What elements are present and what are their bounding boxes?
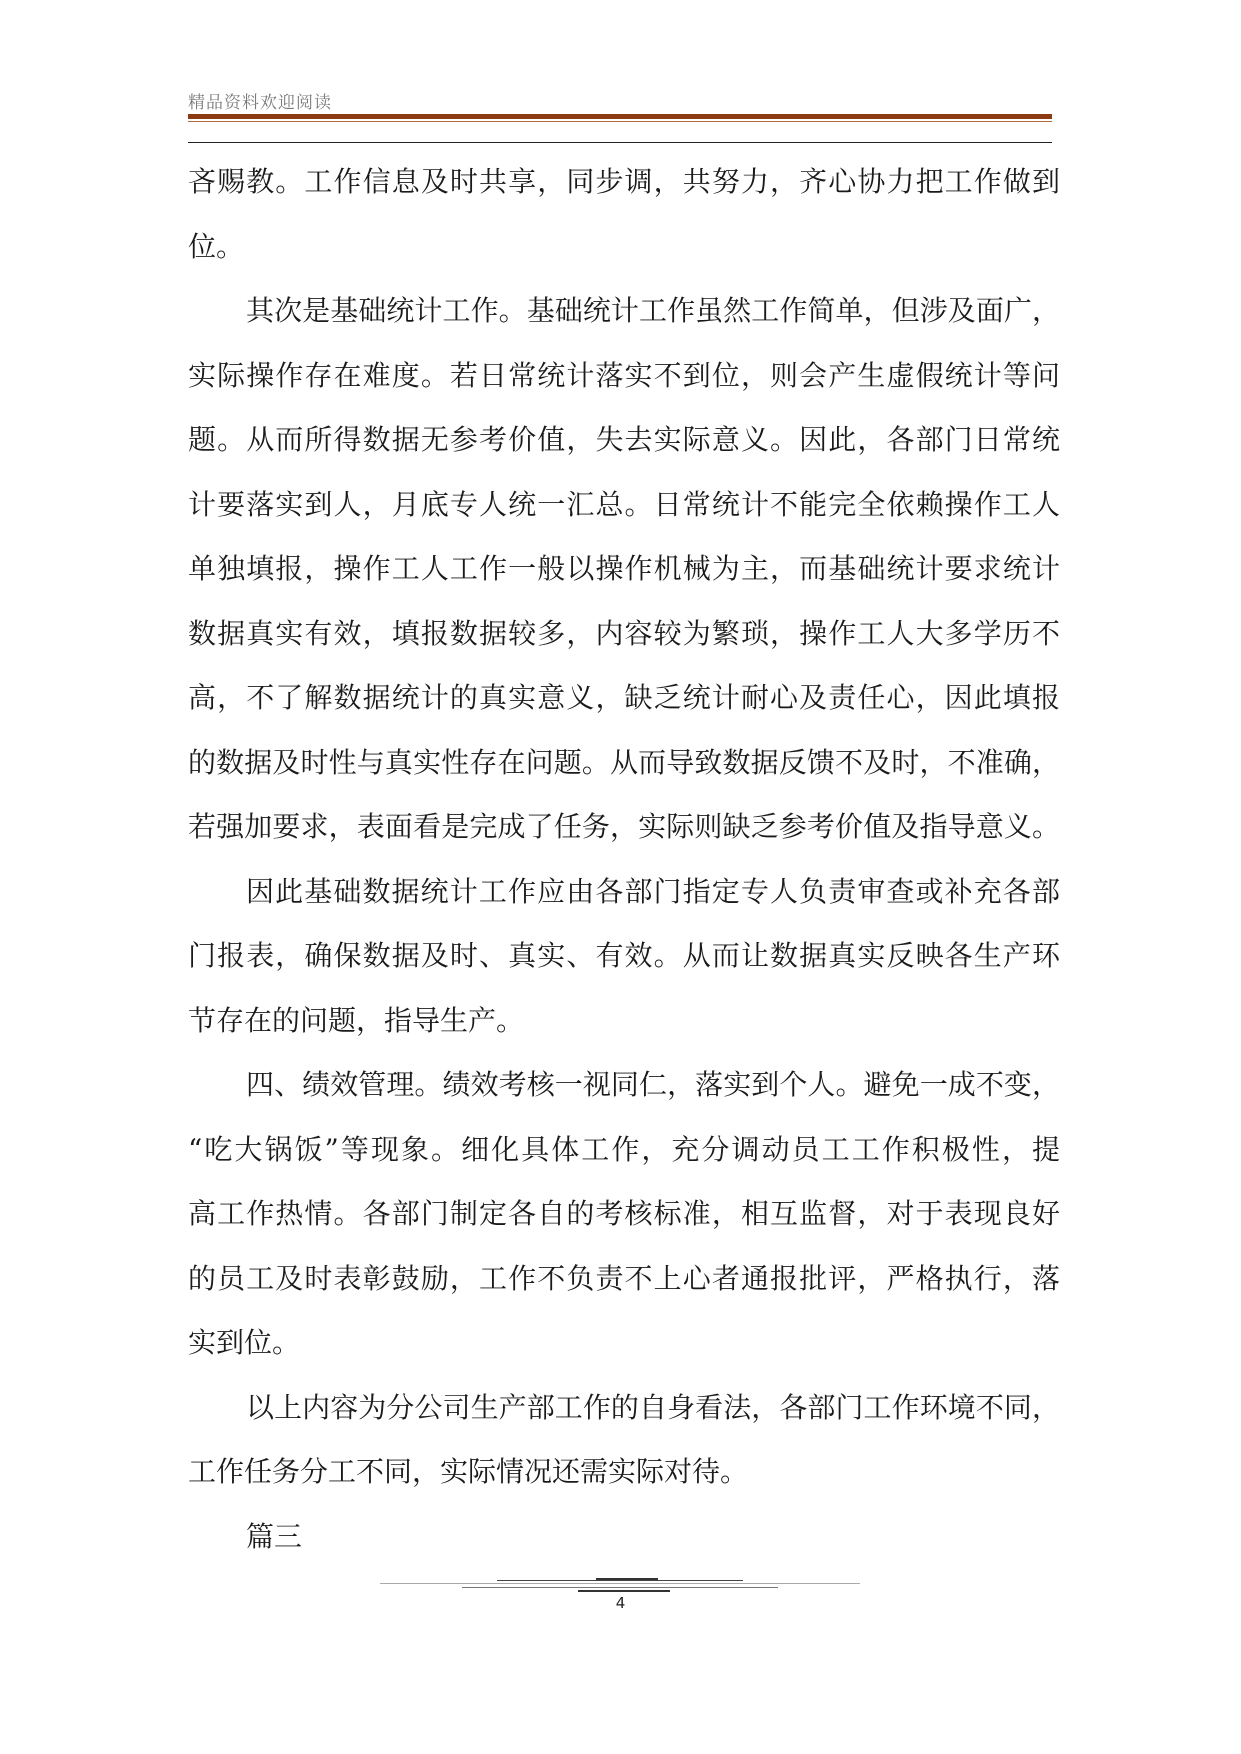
text-line: 数据真实有效，填报数据较多，内容较为繁琐，操作工人大多学历不 (188, 616, 1060, 650)
text-line: 其次是基础统计工作。基础统计工作虽然工作简单，但涉及面广， (246, 294, 1060, 327)
footer-rule (380, 1583, 860, 1584)
header-rule-thin (188, 121, 1052, 122)
text-line: 四、绩效管理。绩效考核一视同仁，落实到个人。避免一成不变， (246, 1068, 1060, 1101)
text-line: 因此基础数据统计工作应由各部门指定专人负责审查或补充各部 (246, 874, 1060, 908)
text-line: 节存在的问题，指导生产。 (188, 1003, 525, 1037)
section-heading: 篇三 (246, 1519, 303, 1553)
text-line: 高，不了解数据统计的真实意义，缺乏统计耐心及责任心，因此填报 (188, 681, 1060, 714)
page-header-title: 精品资料欢迎阅读 (188, 93, 332, 113)
text-line: 的数据及时性与真实性存在问题。从而导致数据反馈不及时，不准确， (188, 745, 1060, 779)
text-line: 高工作热情。各部门制定各自的考核标准，相互监督，对于表现良好 (188, 1197, 1060, 1230)
text-line: 的员工及时表彰鼓励，工作不负责不上心者通报批评，严格执行，落 (188, 1261, 1060, 1295)
header-rule-thick (188, 114, 1052, 119)
footer-rule (497, 1580, 743, 1581)
text-line: 以上内容为分公司生产部工作的自身看法，各部门工作环境不同， (246, 1390, 1060, 1424)
text-line: 若强加要求，表面看是完成了任务，实际则缺乏参考价值及指导意义。 (188, 810, 1060, 843)
text-line: 门报表，确保数据及时、真实、有效。从而让数据真实反映各生产环 (188, 939, 1060, 972)
text-line: 实际操作存在难度。若日常统计落实不到位，则会产生虚假统计等问 (188, 358, 1060, 392)
text-line: 位。 (188, 229, 245, 263)
text-line: 单独填报，操作工人工作一般以操作机械为主，而基础统计要求统计 (188, 552, 1060, 585)
page-number: 4 (615, 1594, 626, 1612)
header-rule-black (188, 142, 1052, 143)
footer-rule (578, 1590, 670, 1592)
text-line: 吝赐教。工作信息及时共享，同步调，共努力，齐心协力把工作做到 (188, 165, 1060, 198)
footer-rule (462, 1587, 778, 1588)
text-line: 工作任务分工不同，实际情况还需实际对待。 (188, 1455, 749, 1488)
text-line: 计要落实到人，月底专人统一汇总。日常统计不能完全依赖操作工人 (188, 487, 1060, 521)
text-line: “吃大锅饭”等现象。细化具体工作，充分调动员工工作积极性，提 (188, 1132, 1060, 1166)
text-line: 题。从而所得数据无参考价值，失去实际意义。因此，各部门日常统 (188, 423, 1060, 456)
text-line: 实到位。 (188, 1326, 301, 1359)
document-body (188, 150, 1060, 1569)
